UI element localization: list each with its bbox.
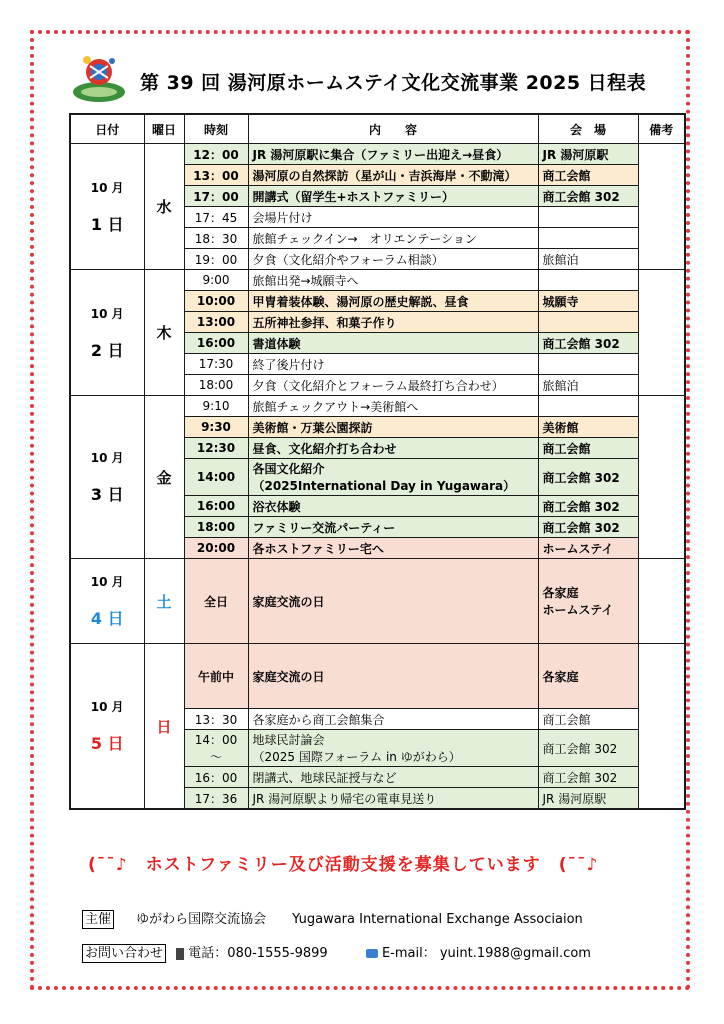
content-line-1: 各国文化紹介 xyxy=(252,462,325,476)
content-cell: 甲冑着装体験、湯河原の歴史解説、昼食 xyxy=(248,291,538,312)
time-cell: 17：00 xyxy=(184,186,248,207)
venue-cell: 商工会館 302 xyxy=(538,517,638,538)
venue-cell: 商工会館 302 xyxy=(538,496,638,517)
time-cell: 18:00 xyxy=(184,517,248,538)
venue-cell xyxy=(538,396,638,417)
venue-cell: 商工会館 xyxy=(538,709,638,730)
venue-cell: 商工会館 302 xyxy=(538,333,638,354)
time-cell: 13：30 xyxy=(184,709,248,730)
day-label: 5 日 xyxy=(90,734,124,753)
time-cell: 16:00 xyxy=(184,496,248,517)
month-label: 10 月 xyxy=(90,700,124,714)
content-cell: ファミリー交流パーティー xyxy=(248,517,538,538)
header-time: 時刻 xyxy=(184,114,248,144)
time-cell: 19：00 xyxy=(184,249,248,270)
content-cell: 各家庭から商工会館集合 xyxy=(248,709,538,730)
date-cell xyxy=(70,559,144,644)
content-cell: JR 湯河原駅より帰宅の電車見送り xyxy=(248,788,538,810)
header-date: 日付 xyxy=(70,114,144,144)
header-note: 備考 xyxy=(638,114,685,144)
venue-cell: ホームステイ xyxy=(538,538,638,559)
header-venue: 会 場 xyxy=(538,114,638,144)
content-cell: 湯河原の自然探訪（星が山・吉浜海岸・不動滝） xyxy=(248,165,538,186)
month-label: 10 月 xyxy=(90,180,124,195)
venue-cell: 商工会館 302 xyxy=(538,730,638,767)
time-cell: 午前中 xyxy=(184,644,248,709)
note-cell xyxy=(638,396,685,559)
content-cell: 家庭交流の日 xyxy=(248,559,538,644)
time-cell: 13：00 xyxy=(184,165,248,186)
time-cell: 9:10 xyxy=(184,396,248,417)
venue-cell: JR 湯河原駅 xyxy=(538,788,638,810)
page-title: 第 39 回 湯河原ホームステイ文化交流事業 2025 日程表 xyxy=(140,72,647,94)
dow-cell: 土 xyxy=(144,559,184,644)
venue-cell: 美術館 xyxy=(538,417,638,438)
date-cell xyxy=(70,396,144,559)
organizer-line xyxy=(82,908,583,927)
organizer-label: 主催 xyxy=(82,910,114,929)
venue-cell xyxy=(538,559,638,644)
venue-line-1: 各家庭 xyxy=(542,586,579,600)
email-address[interactable]: E-mail： yuint.1988@gmail.com xyxy=(381,946,591,961)
venue-cell: 商工会館 xyxy=(538,165,638,186)
content-cell: 浴衣体験 xyxy=(248,496,538,517)
time-cell: 16:00 xyxy=(184,333,248,354)
table-row xyxy=(70,270,685,291)
note-cell xyxy=(638,559,685,644)
association-logo-icon xyxy=(70,52,128,108)
time-cell: 17：36 xyxy=(184,788,248,810)
venue-cell: 商工会館 302 xyxy=(538,186,638,207)
time-cell: 10:00 xyxy=(184,291,248,312)
day-label: 3 日 xyxy=(90,485,124,504)
content-cell: 会場片付け xyxy=(248,207,538,228)
table-row xyxy=(70,559,685,644)
content-line-2: （2025 国際フォーラム in ゆがわら） xyxy=(252,750,461,764)
header-dow: 曜日 xyxy=(144,114,184,144)
content-cell: 五所神社参拝、和菓子作り xyxy=(248,312,538,333)
content-cell: 各ホストファミリー宅へ xyxy=(248,538,538,559)
month-label: 10 月 xyxy=(90,306,124,321)
dow-cell: 水 xyxy=(144,144,184,270)
venue-cell: 各家庭 xyxy=(538,644,638,709)
phone-number[interactable]: 電話：080-1555-9899 xyxy=(188,946,328,961)
venue-cell: 旅館泊 xyxy=(538,375,638,396)
time-cell: 12:30 xyxy=(184,438,248,459)
time-cell: 12：00 xyxy=(184,144,248,165)
time-cell: 17:30 xyxy=(184,354,248,375)
venue-cell: 旅館泊 xyxy=(538,249,638,270)
day-label: 4 日 xyxy=(90,609,124,628)
venue-cell xyxy=(538,312,638,333)
header-content: 内 容 xyxy=(248,114,538,144)
note-cell xyxy=(638,270,685,396)
content-cell: 旅館チェックイン→ オリエンテーション xyxy=(248,228,538,249)
schedule-table xyxy=(69,113,686,810)
phone-icon xyxy=(176,948,184,960)
time-line-1: 14：00 xyxy=(194,733,238,747)
content-cell xyxy=(248,459,538,496)
venue-cell: 商工会館 302 xyxy=(538,459,638,496)
recruit-banner: (¯¯♪ ホストファミリー及び活動支援を募集しています (¯¯♪ xyxy=(88,855,599,875)
note-cell xyxy=(638,644,685,810)
month-label: 10 月 xyxy=(90,575,124,589)
content-cell: 旅館出発→城願寺へ xyxy=(248,270,538,291)
time-cell xyxy=(184,730,248,767)
day-label: 1 日 xyxy=(90,214,124,234)
note-cell xyxy=(638,144,685,270)
venue-cell: 商工会館 302 xyxy=(538,767,638,788)
time-cell: 13:00 xyxy=(184,312,248,333)
dow-cell: 日 xyxy=(144,644,184,810)
table-row xyxy=(70,396,685,417)
organizer-name: ゆがわら国際交流協会 Yugawara International Exchange Associaion xyxy=(136,912,583,927)
content-line-1: 地球民討論会 xyxy=(252,733,325,747)
content-cell: 美術館・万葉公園探訪 xyxy=(248,417,538,438)
content-cell: 家庭交流の日 xyxy=(248,644,538,709)
venue-cell xyxy=(538,228,638,249)
time-cell: 全日 xyxy=(184,559,248,644)
dow-cell: 木 xyxy=(144,270,184,396)
time-cell: 9:00 xyxy=(184,270,248,291)
time-cell: 18：30 xyxy=(184,228,248,249)
venue-line-2: ホームステイ xyxy=(542,603,614,617)
table-header-row xyxy=(70,114,685,144)
day-label: 2 日 xyxy=(90,340,124,360)
time-cell: 18:00 xyxy=(184,375,248,396)
dow-cell: 金 xyxy=(144,396,184,559)
venue-cell: 商工会館 xyxy=(538,438,638,459)
content-cell: 昼食、文化紹介打ち合わせ xyxy=(248,438,538,459)
content-cell: JR 湯河原駅に集合（ファミリー出迎え→昼食） xyxy=(248,144,538,165)
time-cell: 20:00 xyxy=(184,538,248,559)
content-cell: 開講式（留学生+ホストファミリー） xyxy=(248,186,538,207)
table-row xyxy=(70,644,685,709)
table-row xyxy=(70,144,685,165)
content-cell: 書道体験 xyxy=(248,333,538,354)
contact-label: お問い合わせ xyxy=(82,944,166,963)
venue-cell: 城願寺 xyxy=(538,291,638,312)
venue-cell xyxy=(538,354,638,375)
content-cell: 夕食（文化紹介とフォーラム最終打ち合わせ） xyxy=(248,375,538,396)
venue-cell xyxy=(538,270,638,291)
date-cell xyxy=(70,270,144,396)
month-label: 10 月 xyxy=(90,451,124,465)
time-line-2: ～ xyxy=(209,750,222,764)
content-line-2: （2025International Day in Yugawara） xyxy=(252,479,516,493)
content-cell: 旅館チェックアウト→美術館へ xyxy=(248,396,538,417)
venue-cell: JR 湯河原駅 xyxy=(538,144,638,165)
venue-cell xyxy=(538,207,638,228)
computer-icon xyxy=(366,949,378,958)
date-cell xyxy=(70,144,144,270)
time-cell: 16：00 xyxy=(184,767,248,788)
date-cell xyxy=(70,644,144,810)
time-cell: 9:30 xyxy=(184,417,248,438)
content-cell: 閉講式、地球民証授与など xyxy=(248,767,538,788)
time-cell: 17：45 xyxy=(184,207,248,228)
time-cell: 14:00 xyxy=(184,459,248,496)
contact-line xyxy=(82,942,591,961)
content-cell: 終了後片付け xyxy=(248,354,538,375)
content-cell: 夕食（文化紹介やフォーラム相談） xyxy=(248,249,538,270)
content-cell xyxy=(248,730,538,767)
